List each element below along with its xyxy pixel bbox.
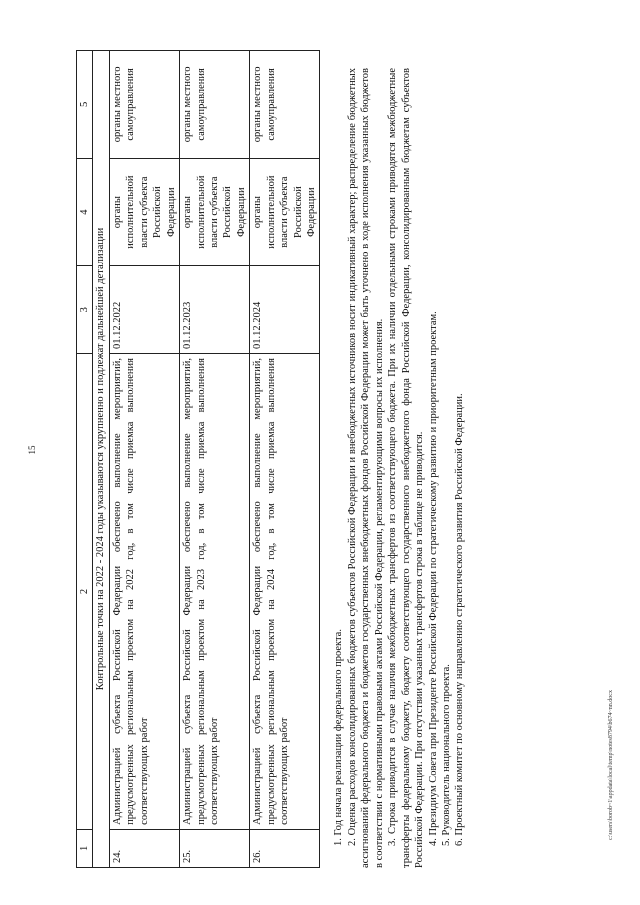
footnote: 1. Год начала реализации федерального проекта. <box>333 629 345 846</box>
row-number: 26. <box>250 829 320 867</box>
column-header: 5 <box>77 51 93 159</box>
table-row <box>109 51 179 868</box>
control-points-table <box>76 50 320 868</box>
row-responsible: органы исполнительной власти субъекта Российской Федерации <box>250 158 320 266</box>
row-action: Администрацией субъекта Российской Федерации обеспечено выполнение мероприятий, предусмотренных региональным проектом на 2024 год, в том числе приемка выполнения соответствующих работ <box>250 354 320 830</box>
row-action: Администрацией субъекта Российской Федерации обеспечено выполнение мероприятий, предусмотренных региональным проектом на 2023 год, в том числе приемка выполнения соответствующих работ <box>180 354 250 830</box>
table-header-row <box>77 51 93 868</box>
row-date: 01.12.2023 <box>180 266 250 354</box>
footnote: 6. Проектный комитет по основному направлению стратегического развития Российской Федерации. <box>454 393 466 846</box>
column-header: 1 <box>77 829 93 867</box>
row-participants: органы местного самоуправления <box>109 51 179 159</box>
column-header: 2 <box>77 354 93 830</box>
page-number: 15 <box>27 445 37 455</box>
row-participants: органы местного самоуправления <box>180 51 250 159</box>
row-date: 01.12.2024 <box>250 266 320 354</box>
footnote: 5. Руководитель национального проекта. <box>440 664 452 846</box>
section-row <box>93 51 109 868</box>
column-header: 4 <box>77 158 93 266</box>
row-action: Администрацией субъекта Российской Федерации обеспечено выполнение мероприятий, предусмотренных региональным проектом на 2022 год, в том числе приемка выполнения соответствующих работ <box>109 354 179 830</box>
row-number: 24. <box>109 829 179 867</box>
row-participants: органы местного самоуправления <box>250 51 320 159</box>
row-responsible: органы исполнительной власти субъекта Российской Федерации <box>180 158 250 266</box>
rotated-page-content <box>76 48 606 868</box>
footnote: 2. Оценка расходов консолидированных бюджетов субъектов Российской Федерации и внебюджетных источников носит индикативный характер; распределение бюджетных ассигнований федерального бюджета и бюджетов государственных внебюджетных фондов Российской Федерации может быть уточнено в ходе исполнения указанных бюджетов в соответствии с нормативными правовыми актами Российской Федерации, регламентирующими вопросы их исполнения. <box>346 68 385 868</box>
table-row <box>180 51 250 868</box>
section-title: Контрольные точки на 2022 - 2024 годы указываются укрупненно и подлежат дальнейшей детализации <box>93 51 109 868</box>
footnotes <box>332 68 466 868</box>
row-number: 25. <box>180 829 250 867</box>
footnote: 4. Президиум Совета при Президенте Российской Федерации по стратегическому развитию и приоритетным проектам. <box>427 311 439 846</box>
row-date: 01.12.2022 <box>109 266 179 354</box>
file-path-footer: c:\users\borob~1\appdata\local\temp\notes8794\b674~nn.docx <box>608 690 614 840</box>
table-row <box>250 51 320 868</box>
footnote: 3. Строка приводится в случае наличия межбюджетных трансфертов из соответствующего бюджета. При их наличии отдельными строками приводятся межбюджетные трансферты федеральному бюджету, бюджету соответствующего государственного внебюджетного фонда Российской Федерации, консолидированным бюджетам субъектов Российской Федерации. При отсутствии указанных трансфертов строка в таблице не приводится. <box>387 68 426 868</box>
row-responsible: органы исполнительной власти субъекта Российской Федерации <box>109 158 179 266</box>
column-header: 3 <box>77 266 93 354</box>
